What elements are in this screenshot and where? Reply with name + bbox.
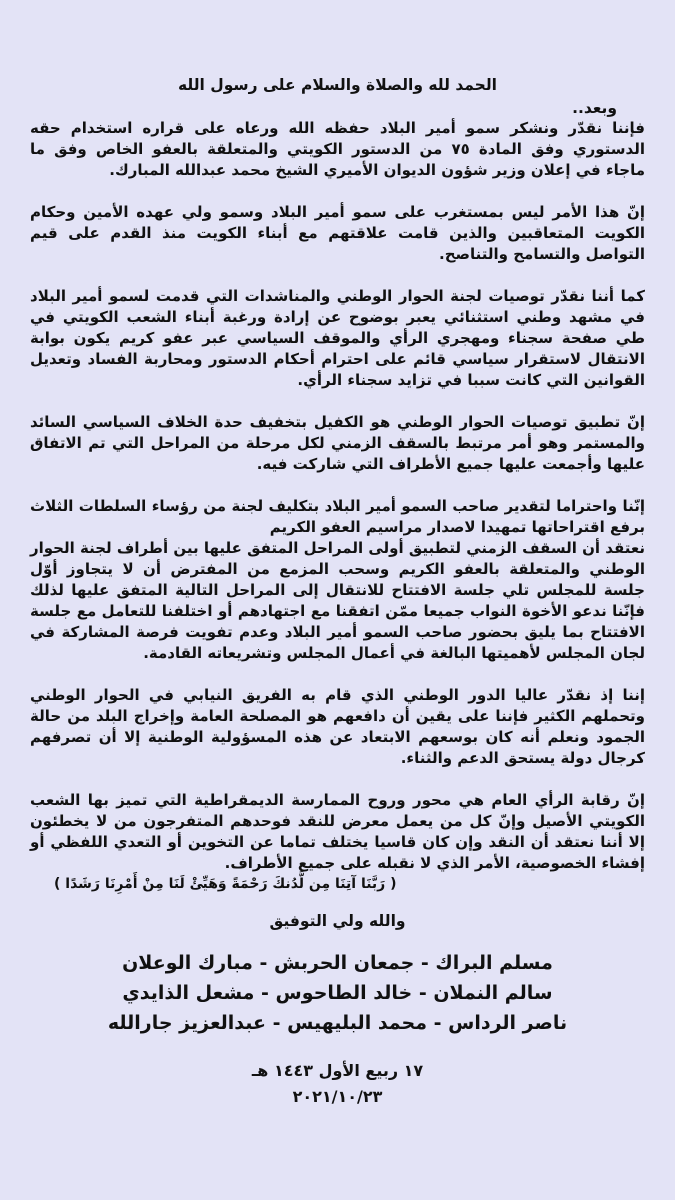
signatures-block	[30, 948, 645, 1038]
paragraph-dialogue-recommendations: كما أننا نقدّر توصيات لجنة الحوار الوطني والمناشدات التي قدمت لسمو أمير البلاد في مشهد وطني استثنائي يعبر بوضوح عن إرادة ورغبة أبناء الشعب الكويتي في طي صفحة سجناء ومهجري الرأي والموقف السياسي عبر عفو كريم يكون بوابة الانتقال لاستقرار سياسي قائم على احترام أحكام الدستور ومحاربة الفساد وتعديل القوانين التي كانت سببا في تزايد سجناء الرأي.	[30, 287, 645, 389]
quran-verse: ( رَبَّنَا آتِنَا مِن لَّدُنكَ رَحْمَةً وَهَيِّئْ لَنَا مِنْ أَمْرِنَا رَشَدًا )	[54, 876, 397, 892]
salutation: وبعد..	[572, 99, 617, 117]
signature-line: سالم النملان - خالد الطاحوس - مشعل الذايدي	[122, 982, 553, 1004]
opening-line: الحمد لله والصلاة والسلام على رسول الله	[178, 76, 497, 94]
paragraph-thanks: فإننا نقدّر ونشكر سمو أمير البلاد حفظه الله ورعاه على قراره استخدام حقه الدستوري وفق المادة ٧٥ من الدستور الكويتي والمتعلقة بالعفو الخاص وفق ما ماجاء في إعلان وزير شؤون الديوان الأميري الشيخ محمد عبدالله المبارك.	[30, 119, 645, 179]
paragraph-parliament-team: إننا إذ نقدّر عاليا الدور الوطني الذي قام به الفريق النيابي في الحوار الوطني وتحملهم الكثير فإننا على يقين أن دافعهم هو المصلحة العامة وإخراج البلد من حالة الجمود ونعلم أنه كان بوسعهم الابتعاد عن هذه المسؤولية الوطنية إلا أن تصرفهم كرجال دولة يستحق الدعم والثناء.	[30, 686, 645, 767]
signature-line: مسلم البراك - جمعان الحربش - مبارك الوعلان	[122, 952, 553, 974]
date-hijri: ١٧ ربيع الأول ١٤٤٣ هـ	[251, 1061, 424, 1080]
paragraph-timeline: نعتقد أن السقف الزمني لتطبيق أولى المراحل المتفق عليها بين أطراف لجنة الحوار الوطني والمتعلقة بالعفو الكريم وسحب المزمع من المفترض أن لا يتجاوز أوّل جلسة للمجلس تلي جلسة الافتتاح للانتقال إلى المراحل التالية المتفق عليها لذلك فإنّنا ندعو الأخوة النواب جميعا ممّن اتفقنا مع اجتهادهم أو اختلفنا للتعامل مع جلسة الافتتاح بما يليق بحضور صاحب السمو أمير البلاد وعدم تفويت فرصة المشاركة في لجان المجلس لأهميتها البالغة في أعمال المجلس وتشريعاته القادمة.	[30, 539, 645, 662]
signature-line: ناصر الرداس - محمد البليهيس - عبدالعزيز جارالله	[107, 1012, 568, 1034]
paragraph-respect: إنّنا واحتراما لتقدير صاحب السمو أمير البلاد بتكليف لجنة من رؤساء السلطات الثلاث برفع اقتراحاتها تمهيدا لاصدار مراسيم العفو الكريم	[30, 497, 645, 536]
paragraph-implementation: إنّ تطبيق توصيات الحوار الوطني هو الكفيل بتخفيف حدة الخلاف السياسي السائد والمستمر وهو أمر مرتبط بالسقف الزمني لكل مرحلة من المراحل التي تم الاتفاق عليها وأجمعت عليها جميع الأطراف التي شاركت فيه.	[30, 413, 645, 473]
date-gregorian: ٢٠٢١/١٠/٢٣	[292, 1087, 383, 1106]
closing-line: والله ولي التوفيق	[269, 912, 406, 930]
paragraph-leadership: إنّ هذا الأمر ليس بمستغرب على سمو أمير البلاد وسمو ولي عهده الأمين وحكام الكويت المتعاقبين والذين قامت علاقتهم مع أبناء الكويت منذ القدم على قيم التواصل والتسامح والتناصح.	[30, 203, 645, 263]
paragraph-public-opinion: إنّ رقابة الرأي العام هي محور وروح الممارسة الديمقراطية التي تميز بها الشعب الكويتي الأصيل وإنّ كل من يعمل معرض للنقد فوحدهم المتفرجون من لا يخطئون إلا أننا نعتقد أن النقد وإن كان قاسيا يختلف تماما عن التخوين أو التعدي اللفظي أو إفشاء الخصوصية، الأمر الذي لا نقبله على جميع الأطراف.	[30, 791, 645, 872]
